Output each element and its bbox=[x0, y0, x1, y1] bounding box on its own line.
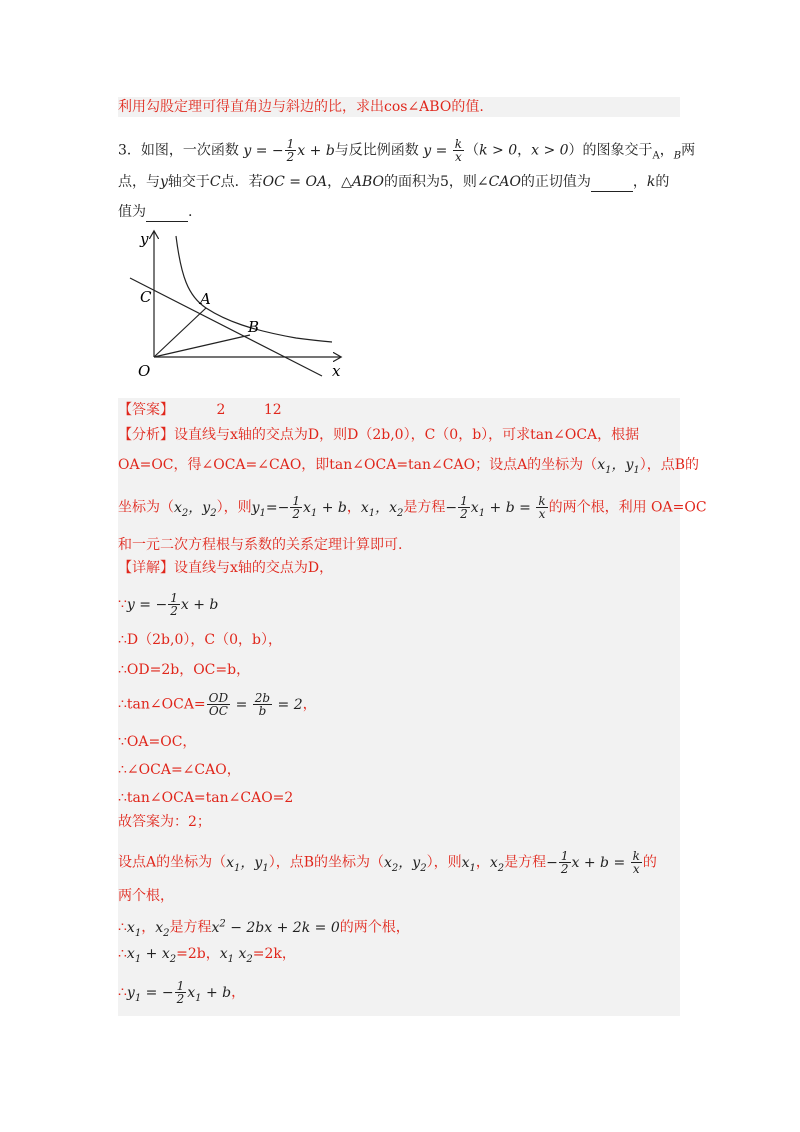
detail-line-12: $\therefore x_1$，$x_2$是方程$x^2 - 2bx + 2k = 0$的两个根， bbox=[118, 918, 410, 939]
label-y: y bbox=[140, 230, 149, 248]
analysis-line-1: 【分析】设直线与x轴的交点为D，则D（2b,0），C（0，b），可求tan∠OCA，根据 bbox=[118, 427, 640, 443]
answer-blank-2 bbox=[146, 208, 188, 222]
math-linear-func: y = − $\frac{1}{2}$ x + b bbox=[243, 137, 335, 164]
detail-line-1: 【详解】设直线与x轴的交点为D， bbox=[118, 560, 334, 576]
detail-line-2: ∵y = − $\frac{1}{2}$ x + b bbox=[118, 591, 219, 618]
detail-line-10: 设点A的坐标为（$x_1$，$y_1$），点B的坐标为（$x_2$，$y_2$），则$x_1$，$x_2$是方程− $\frac{1}{2}$ x + b = $\frac{k}{x}$ 的 bbox=[118, 849, 657, 876]
label-b: B bbox=[248, 318, 260, 336]
label-origin: O bbox=[138, 362, 151, 380]
linear-line bbox=[130, 278, 322, 376]
problem-line-2: 点，与y轴交于C点．若OC = OA，△ABO的面积为5，则∠CAO的正切值为 ，k的 bbox=[118, 174, 670, 190]
analysis-line-2: OA=OC，得∠OCA=∠CAO，即tan∠OCA=tan∠CAO；设点A的坐标为（$x_1$，$y_1$），点B的 bbox=[118, 457, 700, 476]
detail-line-11: 两个根， bbox=[118, 888, 174, 904]
detail-line-14: $\therefore y_1$ = − $\frac{1}{2}$ $x_1 + b$， bbox=[118, 979, 246, 1006]
detail-line-13: $\therefore x_1 + x_2=2b$，$x_1$ $x_2=2k$， bbox=[118, 946, 296, 965]
top-note: 利用勾股定理可得直角边与斜边的比，求出cos∠ABO的值. bbox=[118, 97, 680, 117]
math-inverse-func: y = $\frac{k}{x}$ bbox=[423, 137, 463, 164]
segment-oa bbox=[154, 308, 206, 357]
label-c: C bbox=[140, 288, 152, 306]
detail-line-9: 故答案为：2； bbox=[118, 814, 211, 830]
problem-line-1: 3．如图，一次函数 y = − $\frac{1}{2}$ x + b与反比例函数 y = $\frac{k}{x}$ （k > 0，x > 0）的图象交于$_A$，$_B$两 bbox=[118, 137, 696, 164]
detail-line-4: ∴OD=2b，OC=b， bbox=[118, 662, 251, 678]
label-a: A bbox=[200, 290, 211, 308]
detail-line-8: ∴tan∠OCA=tan∠CAO=2 bbox=[118, 790, 294, 806]
answer-line: 【答案】 2 12 bbox=[118, 402, 282, 418]
detail-line-7: ∴∠OCA=∠CAO， bbox=[118, 762, 241, 778]
detail-line-6: ∵OA=OC， bbox=[118, 734, 197, 750]
problem-line-3: 值为 . bbox=[118, 204, 193, 220]
detail-line-5: ∴tan∠OCA= $\frac{OD}{OC}$ = $\frac{2b}{b}$ = 2， bbox=[118, 691, 317, 718]
answer-blank-1 bbox=[591, 178, 633, 192]
analysis-line-3: 坐标为（$x_2$，$y_2$），则$y_1=-$ $\frac{1}{2}$ $x_1 + b$，$x_1$，$x_2$是方程− $\frac{1}{2}$ $x_1 + b$ = $\frac{k}{x}$ 的两个根，利用 OA=OC bbox=[118, 494, 707, 521]
detail-line-3: ∴D（2b,0），C（0，b）， bbox=[118, 632, 282, 648]
analysis-line-4: 和一元二次方程根与系数的关系定理计算即可. bbox=[118, 537, 403, 553]
segment-ob bbox=[154, 335, 250, 357]
label-x: x bbox=[332, 362, 341, 380]
function-graph-figure bbox=[126, 226, 352, 382]
